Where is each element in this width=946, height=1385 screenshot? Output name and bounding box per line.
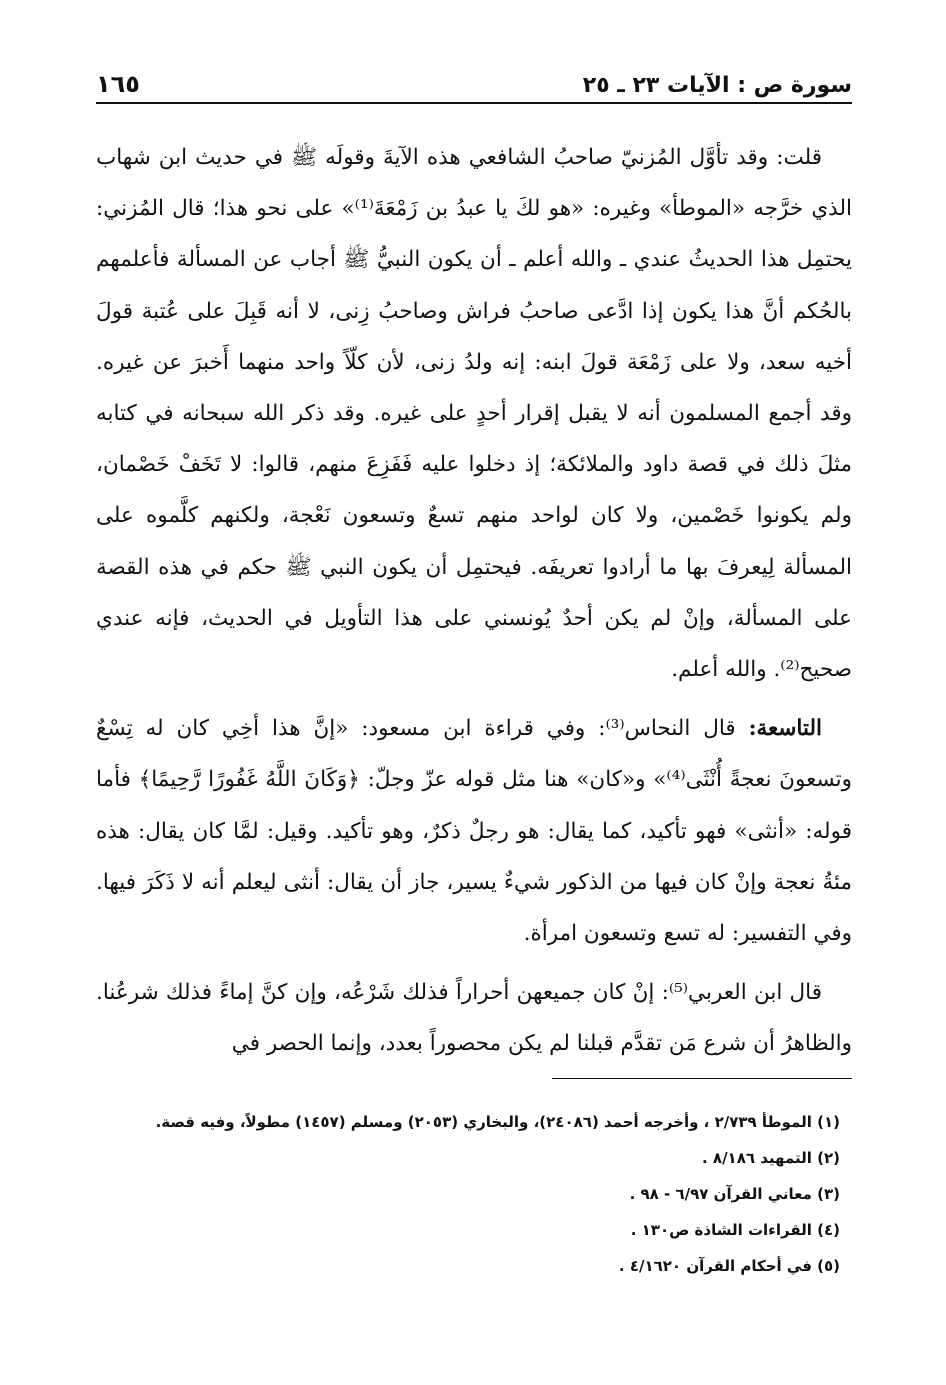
paragraph [96, 132, 852, 695]
paragraph [96, 967, 852, 1069]
footnote-1: (١) الموطأ ٢/٧٣٩ ، وأخرجه أحمد (٢٤٠٨٦)، والبخاري (٢٠٥٣) ومسلم (١٤٥٧) مطولاً، وفيه قصة. [155, 1113, 840, 1131]
footnote-3: (٣) معاني القرآن ٦/٩٧ - ٩٨ . [629, 1185, 840, 1203]
paragraph-text: قال ابن العربي⁽⁵⁾: إنْ كان جميعهن أحراراً فذلك شَرْعُه، وإن كنَّ إماءً فذلك شرعُنا. والظاهرُ أن شرع مَن تقدَّم قبلنا لم يكن محصوراً بعدد، وإنما الحصر في [96, 980, 852, 1057]
surah-title: سورة ص : الآيات ٢٣ ـ ٢٥ [582, 73, 852, 98]
page-number: ١٦٥ [96, 70, 140, 98]
paragraph-text: قلت: وقد تأوَّل المُزنيّ صاحبُ الشافعي هذه الآيةَ وقولَه ﷺ في حديث ابن شهاب الذي خرَّجه «الموطأ» وغيره: «هو لكَ يا عبدُ بن زَمْعَةَ⁽¹⁾» على نحو هذا؛ قال المُزني: يحتمِل هذا الحديثُ عندي ـ والله أعلم ـ أن يكون النبيُّ ﷺ أجاب عن المسألة فأعلمهم بالحُكم أنَّ هذا يكون إذا ادَّعى صاحبُ فراش وصاحبُ زِنى، لا أنه قَبِلَ على عُتبة قولَ أخيه سعد، ولا على زَمْعَة قولَ ابنه: إنه ولدُ زنى، لأن كلّاً واحد منهما أَخبرَ عن غيره. وقد أجمع المسلمون أنه لا يقبل إقرار أحدٍ على غيره. وقد ذكر الله سبحانه في كتابه مثلَ ذلك في قصة داود والملائكة؛ إذ دخلوا عليه فَفَزِعَ منهم، قالوا: لا تَخَفْ خَصْمان، ولم يكونوا خَصْمين، ولا كان لواحد منهم تسعٌ وتسعون نَعْجة، ولكنهم كلَّموه على المسألة لِيعرفَ بها ما أرادوا تعريفَه. فيحتمِل أن يكون النبي ﷺ حكم في هذه القصة على المسألة، وإنْ لم يكن أحدٌ يُونسني على هذا التأويل في الحديث، فإنه عندي صحيح⁽²⁾. والله أعلم. [96, 145, 852, 683]
footnote-4: (٤) القراءات الشاذة ص١٣٠ . [630, 1221, 840, 1239]
footnote-5: (٥) في أحكام القرآن ٤/١٦٢٠ . [618, 1257, 840, 1275]
paragraph-lead: التاسعة: [748, 716, 822, 742]
paragraph [96, 703, 852, 959]
footnote-2: (٢) التمهيد ٨/١٨٦ . [702, 1149, 840, 1167]
footnote-separator [552, 1078, 852, 1079]
running-header [96, 58, 852, 104]
footnotes [96, 1104, 840, 1284]
main-text [96, 132, 852, 1070]
paragraph-text: قال النحاس⁽³⁾: وفي قراءة ابن مسعود: «إنَّ هذا أخِي كان له تِسْعٌ وتسعونَ نعجةً أُنْثَى⁽⁴⁾» و«كان» هنا مثل قوله عزّ وجلّ: ﴿وَكَانَ اللَّهُ غَفُورًا رَّحِيمًا﴾ فأما قوله: «أنثى» فهو تأكيد، كما يقال: هو رجلٌ ذكرٌ، وهو تأكيد. وقيل: لمَّا كان يقال: هذه مئةُ نعجة وإنْ كان فيها من الذكور شيءٌ يسير، جاز أن يقال: أنثى ليعلم أنه لا ذَكَرَ فيها. وفي التفسير: له تسع وتسعون امرأة. [96, 716, 852, 947]
